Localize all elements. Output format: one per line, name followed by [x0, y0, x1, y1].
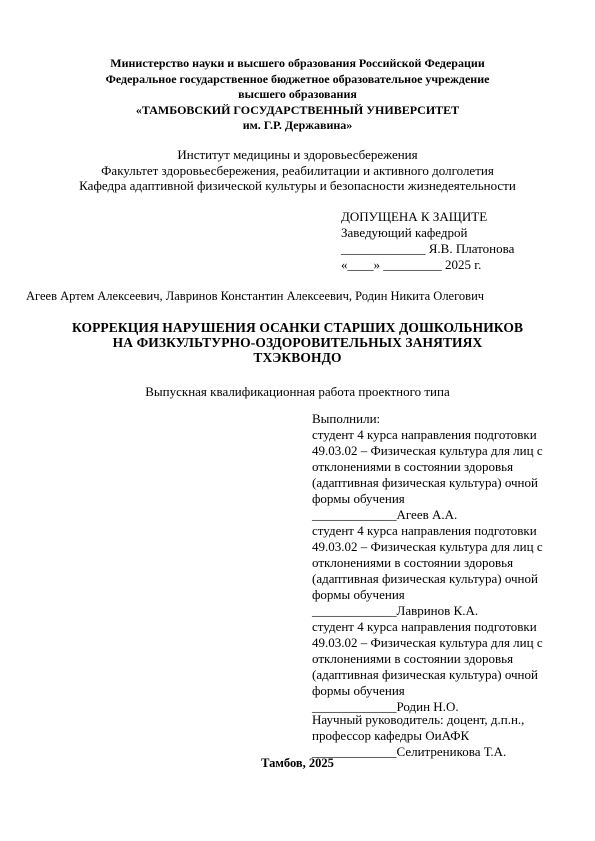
performer-3-line-3: отклонениями в состоянии здоровья [312, 651, 514, 666]
performer-2-line-2: 49.03.02 – Физическая культура для лиц с [312, 539, 543, 554]
performer-1-signature: _____________Агеев А.А. [312, 507, 458, 522]
performer-1-line-5: формы обучения [312, 491, 405, 506]
performers-heading: Выполнили: [312, 411, 381, 426]
performer-3-line-2: 49.03.02 – Физическая культура для лиц с [312, 635, 543, 650]
city-year-footer: Тамбов, 2025 [261, 756, 334, 770]
supervisor-block [312, 712, 524, 760]
performer-3-line-4: (адаптивная физическая культура) очной [312, 667, 538, 682]
performer-3-line-1: студент 4 курса направления подготовки [312, 619, 537, 634]
institute-line: Институт медицины и здоровьесбережения [177, 147, 418, 162]
supervisor-line-2: профессор кафедры ОиАФК [312, 728, 470, 743]
approval-heading: ДОПУЩЕНА К ЗАЩИТЕ [341, 209, 488, 224]
faculty-line: Факультет здоровьесбережения, реабилитации и активного долголетия [101, 162, 494, 178]
work-title-line-1: КОРРЕКЦИЯ НАРУШЕНИЯ ОСАНКИ СТАРШИХ ДОШКОЛЬНИКОВ [71, 320, 524, 335]
department-line: Кафедра адаптивной физической культуры и безопасности жизнедеятельности [79, 178, 516, 193]
approval-block [341, 209, 514, 273]
approval-head-of-department: Заведующий кафедрой [341, 225, 468, 240]
approval-signature-line: _____________ Я.В. Платонова [341, 241, 515, 256]
approval-date-line: «____» _________ 2025 г. [341, 257, 482, 272]
work-title-line-2: НА ФИЗКУЛЬТУРНО-ОЗДОРОВИТЕЛЬНЫХ ЗАНЯТИЯХ [112, 335, 483, 350]
performer-1-line-1: студент 4 курса направления подготовки [312, 427, 537, 442]
performer-2-line-1: студент 4 курса направления подготовки [312, 523, 537, 538]
performer-2-line-4: (адаптивная физическая культура) очной [312, 571, 538, 586]
supervisor-signature: _____________Селитреникова Т.А. [312, 744, 507, 759]
performer-2-line-5: формы обучения [312, 587, 405, 602]
work-title-line-3: ТХЭКВОНДО [253, 350, 342, 365]
performer-1-line-3: отклонениями в состоянии здоровья [312, 459, 514, 474]
performer-1-line-2: 49.03.02 – Физическая культура для лиц с [312, 443, 543, 458]
university-name-line: «ТАМБОВСКИЙ ГОСУДАРСТВЕННЫЙ УНИВЕРСИТЕТ [135, 102, 460, 117]
performers-block [312, 411, 543, 715]
supervisor-line-1: Научный руководитель: доцент, д.п.н., [312, 712, 525, 727]
ministry-line: Министерство науки и высшего образования Российской Федерации [110, 56, 485, 70]
performer-2-signature: _____________Лавринов К.А. [312, 603, 479, 618]
institution-type-line: Федеральное государственное бюджетное образовательное учреждение [105, 71, 490, 86]
performer-3-line-5: формы обучения [312, 683, 405, 698]
performer-2-line-3: отклонениями в состоянии здоровья [312, 555, 514, 570]
work-type-line: Выпускная квалификационная работа проектного типа [145, 384, 450, 399]
education-level-line: высшего образования [238, 87, 357, 101]
university-name-line-2: им. Г.Р. Державина» [242, 118, 353, 132]
authors-line: Агеев Артем Алексеевич, Лавринов Константин Алексеевич, Родин Никита Олегович [26, 289, 485, 303]
performer-3-signature: _____________Родин Н.О. [312, 699, 459, 714]
performer-1-line-4: (адаптивная физическая культура) очной [312, 475, 538, 490]
